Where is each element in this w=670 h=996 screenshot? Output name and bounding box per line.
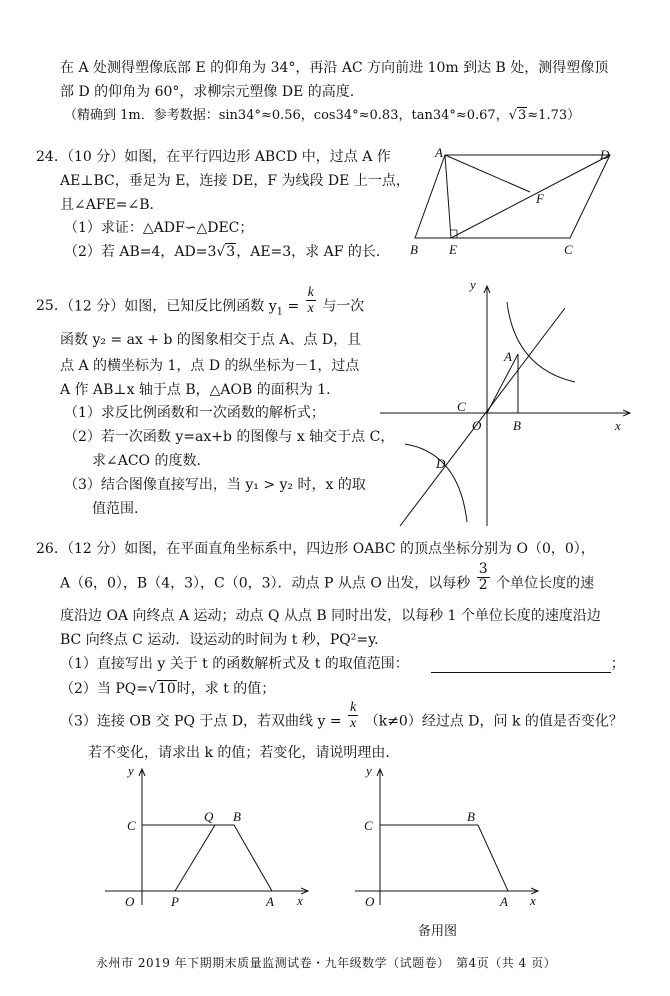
- q26f1-label-Q: Q: [204, 809, 214, 824]
- q24-label-B: B: [410, 242, 418, 257]
- q26f1-label-P: P: [171, 894, 179, 909]
- q26f2-label-y: y: [366, 763, 372, 778]
- q26f1-label-A: A: [266, 894, 274, 909]
- q26-figure-2: [350, 765, 550, 915]
- q25-label-y: y: [470, 277, 476, 292]
- page-footer: 永州市 2019 年下期期末质量监测试卷・九年级数学（试题卷） 第4页（共 4 页）: [96, 956, 557, 970]
- q24-part2: （2）若 AB=4，AD=3√3，AE=3，求 AF 的长.: [64, 244, 381, 260]
- q25-part2b: 求∠ACO 的度数.: [92, 453, 201, 469]
- q25-part2a: （2）若一次函数 y=ax+b 的图像与 x 轴交于点 C，: [64, 429, 395, 445]
- q24-line2: AE⊥BC，垂足为 E，连接 DE，F 为线段 DE 上一点，: [60, 173, 410, 189]
- q26-line3: 度沿边 OA 向终点 A 运动；动点 Q 从点 B 同时出发，以每秒 1 个单位长度的速度沿边: [60, 608, 601, 624]
- q26-part3: （3）连接 OB 交 PQ 于点 D，若双曲线 y = $\frac{k}{x}$ （k≠0）经过点 D，问 k 的值是否变化？: [60, 700, 623, 731]
- q25-label-C: C: [457, 399, 466, 414]
- q25-label-x: x: [615, 418, 621, 433]
- q26f1-label-O: O: [125, 894, 135, 909]
- q25-part3b: 值范围.: [92, 501, 139, 517]
- q26f2-label-O: O: [365, 894, 375, 909]
- q25-label-D: D: [436, 456, 446, 471]
- q26-line2: A（6，0），B（4，3），C（0，3）．动点 P 从点 O 出发，以每秒 $\frac{3}{2}$ 个单位长度的速: [60, 561, 595, 593]
- q26f2-label-A: A: [500, 894, 508, 909]
- q25-graph-figure: [375, 278, 640, 533]
- q25-part3a: （3）结合图像直接写出，当 y₁ > y₂ 时，x 的取: [64, 477, 366, 493]
- q26-part2: （2）当 PQ=√10时，求 t 的值；: [60, 681, 276, 697]
- q25-line4: A 作 AB⊥x 轴于点 B，△AOB 的面积为 1.: [60, 382, 331, 398]
- q26-line1: （12 分）如图，在平面直角坐标系中，四边形 OABC 的顶点坐标分别为 O（0，0），: [60, 541, 595, 557]
- q23-line3: （精确到 1m．参考数据：sin34°≈0.56，cos34°≈0.83，tan34°≈0.67，√3≈1.73）: [64, 108, 581, 123]
- q26f1-label-x: x: [297, 893, 303, 908]
- q26f1-label-y: y: [128, 763, 134, 778]
- q23-line1: 在 A 处测得塑像底部 E 的仰角为 34°，再沿 AC 方向前进 10m 到达 B 处，测得塑像顶: [60, 60, 609, 76]
- q23-line2: 部 D 的仰角为 60°，求柳宗元塑像 DE 的高度.: [60, 84, 355, 100]
- q25-line2: 函数 y₂ = ax + b 的图象相交于点 A、点 D，且: [60, 332, 362, 348]
- q24-label-D: D: [600, 147, 610, 162]
- q26f1-label-B: B: [233, 809, 241, 824]
- q25-line1: （12 分）如图，已知反比例函数 $y_1$ = $\frac{k}{x}$ 与一次: [60, 285, 365, 318]
- q26f2-label-B: B: [467, 809, 475, 824]
- q26-fig2-caption: 备用图: [418, 924, 458, 939]
- q26f2-label-C: C: [364, 818, 373, 833]
- q25-label-B: B: [513, 418, 521, 433]
- q25-number: 25.: [36, 298, 59, 314]
- q26f1-label-C: C: [127, 818, 136, 833]
- q24-label-E: E: [449, 242, 457, 257]
- q24-line3: 且∠AFE=∠B．: [60, 197, 164, 213]
- q25-label-A: A: [504, 349, 512, 364]
- q24-label-C: C: [564, 242, 573, 257]
- q24-part1: （1）求证：△ADF∽△DEC；: [64, 220, 254, 236]
- q24-label-A: A: [435, 145, 443, 160]
- q26f2-label-x: x: [530, 893, 536, 908]
- q26-line4: BC 向终点 C 运动．设运动的时间为 t 秒，PQ²=y.: [60, 632, 379, 648]
- q24-line1: （10 分）如图，在平行四边形 ABCD 中，过点 A 作: [60, 149, 391, 165]
- q24-parallelogram-figure: [405, 145, 635, 257]
- q26-figure-1: [100, 765, 315, 915]
- q25-label-O: O: [472, 418, 482, 433]
- q26-part3-cont: 若不变化，请求出 k 的值；若变化，请说明理由.: [88, 745, 390, 761]
- q24-label-F: F: [536, 191, 544, 206]
- q26-part1: （1）直接写出 y 关于 t 的函数解析式及 t 的取值范围： ；: [60, 656, 625, 672]
- q25-line3: 点 A 的横坐标为 1，点 D 的纵坐标为－1，过点: [60, 358, 360, 374]
- q24-number: 24.: [36, 149, 59, 165]
- q25-part1: （1）求反比例函数和一次函数的解析式；: [64, 405, 325, 421]
- q26-number: 26.: [36, 541, 59, 557]
